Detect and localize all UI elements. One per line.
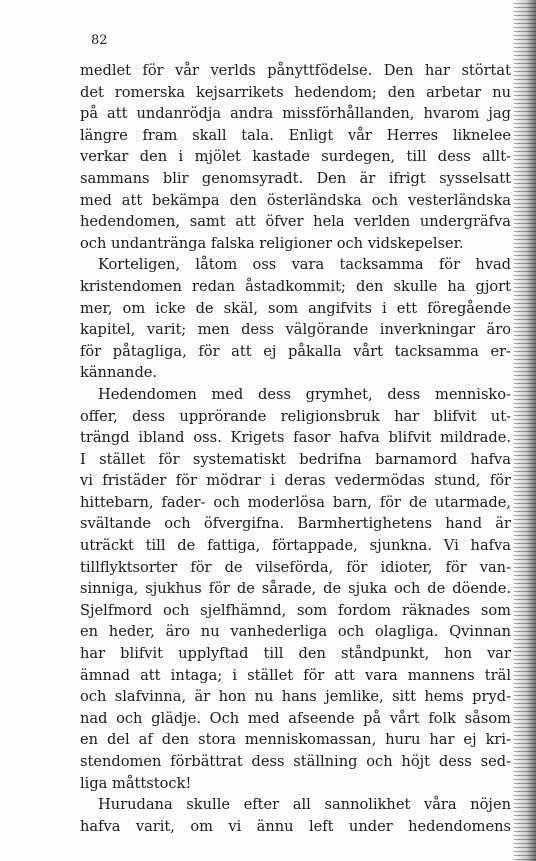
body-text <box>80 60 511 837</box>
text-line: hafva varit, om vi ännu left under hedendomens <box>80 817 511 835</box>
page-edge-shadow <box>514 0 536 861</box>
text-line: Korteligen, låtom oss vara tacksamma för hvad <box>98 256 511 274</box>
text-line: offer, dess upprörande religionsbruk har blifvit ut- <box>80 407 511 425</box>
text-line: med att bekämpa den österländska och vesterländska <box>80 191 511 209</box>
text-line: och undantränga falska religioner och vidskepelser. <box>80 234 464 252</box>
text-line: det romerska kejsarrikets hedendom; den arbetar nu <box>80 83 511 101</box>
text-line: liga måttstock! <box>80 774 192 792</box>
text-line: nad och glädje. Och med afseende på vårt folk såsom <box>80 709 511 727</box>
text-line: hedendomen, samt att öfver hela verlden undergräfva <box>80 213 511 231</box>
text-line: för påtagliga, för att ej påkalla vårt tacksamma er- <box>80 342 511 360</box>
text-line: svältande och öfvergifna. Barmhertighetens hand är <box>80 515 511 533</box>
text-line: på att undanrödja andra missförhållanden, hvarom jag <box>80 105 511 123</box>
text-line: vi fristäder för mödrar i deras vedermödas stund, för <box>80 472 511 490</box>
text-line: medlet för vår verlds pånyttfödelse. Den har störtat <box>80 62 511 79</box>
page-number: 82 <box>91 33 108 48</box>
text-line: I stället för systematiskt bedrifna barnamord hafva <box>80 450 511 468</box>
text-line: tillflyktsorter för de vilseförda, för idioter, för van- <box>80 558 511 576</box>
text-line: och slafvinna, är hon nu hans jemlike, sitt hems pryd- <box>80 688 511 706</box>
text-line: ämnad att intaga; i stället för att vara mannens träl <box>80 666 511 684</box>
text-line: kapitel, varit; men dess välgörande inverkningar äro <box>80 321 511 339</box>
text-line: sammans blir genomsyradt. Den är ifrigt sysselsatt <box>80 169 511 187</box>
text-line: har blifvit upplyftad till den ståndpunkt, hon var <box>80 645 511 663</box>
text-line: en del af den stora menniskomassan, huru har ej kri- <box>80 731 511 749</box>
text-line: kännande. <box>80 364 158 382</box>
text-line: mer, om icke de skäl, som angifvits i ett föregående <box>80 299 511 317</box>
text-line: Hurudana skulle efter all sannolikhet våra nöjen <box>98 796 511 814</box>
text-line: en heder, äro nu vanhederliga och olagliga. Qvinnan <box>80 623 511 641</box>
text-line: hittebarn, fader- och moderlösa barn, för de utarmade, <box>80 493 511 511</box>
text-line: verkar den i mjölet kastade surdegen, till dess allt- <box>80 148 511 166</box>
text-line: uträckt till de fattiga, förtappade, sjunkna. Vi hafva <box>80 537 511 555</box>
text-line: längre fram skall tala. Enligt vår Herres liknelee <box>80 126 511 144</box>
text-line: stendomen förbättrat dess ställning och höjt dess sed- <box>80 753 511 770</box>
text-line: Sjelfmord och sjelfhämnd, som fordom räknades som <box>80 601 511 619</box>
text-line: sinniga, sjukhus för de sårade, de sjuka och de döende. <box>80 580 511 598</box>
text-line: trängd ibland oss. Krigets fasor hafva blifvit mildrade. <box>80 429 511 447</box>
text-line: kristendomen redan åstadkommit; den skulle ha gjort <box>80 277 511 295</box>
text-line: Hedendomen med dess grymhet, dess mennisko- <box>98 385 511 403</box>
